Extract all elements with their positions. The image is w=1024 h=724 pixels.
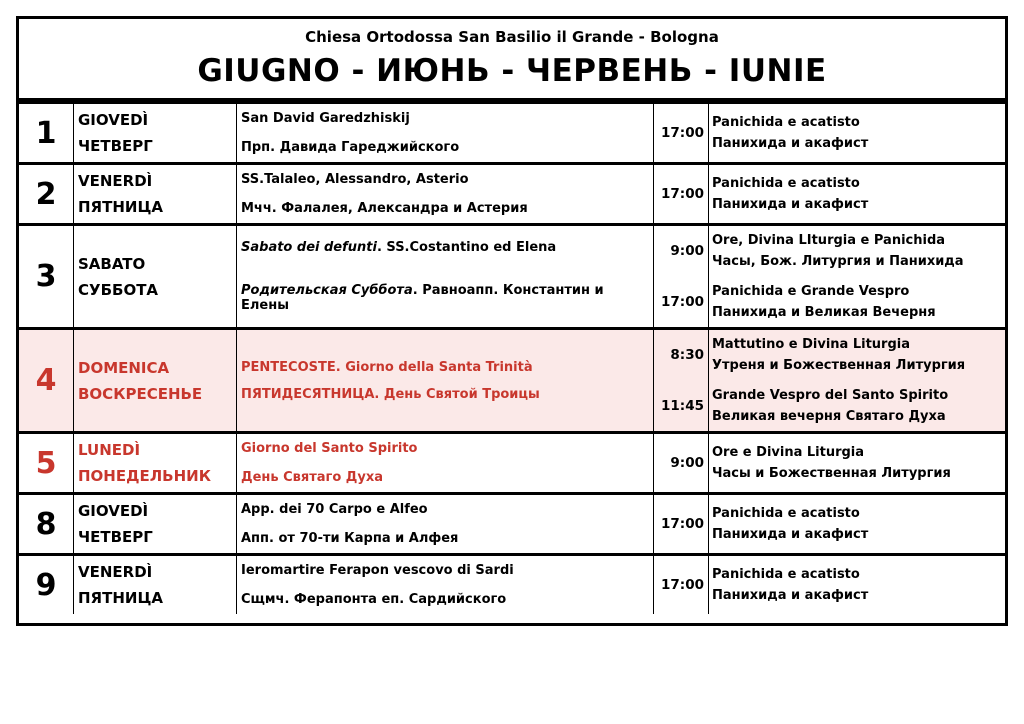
service-time: 17:00: [661, 577, 704, 593]
commemoration-it: PENTECOSTE. Giorno della Santa Trinità: [241, 359, 533, 375]
service-it: Panichida e acatisto: [712, 115, 860, 130]
commemoration-ru: Сщмч. Ферапонта еп. Сардийского: [241, 592, 507, 607]
commemoration-it: [241, 240, 653, 255]
commemoration: [236, 226, 653, 327]
commemoration-it: San David Garedzhiskij: [241, 111, 410, 126]
service-entry: [712, 564, 1005, 606]
service-entry: [712, 173, 1005, 215]
service-time: 8:30: [670, 347, 704, 364]
weekday-it: GIOVEDÌ: [78, 111, 149, 129]
schedule-row: [19, 162, 1005, 223]
weekday: [73, 165, 236, 223]
schedule-row: [19, 431, 1005, 492]
services: [708, 104, 1005, 162]
schedule-sheet: [16, 16, 1008, 626]
commemoration: [236, 104, 653, 162]
services: [708, 226, 1005, 327]
service-it: Panichida e acatisto: [712, 567, 860, 582]
weekday-it: VENERDÌ: [78, 172, 153, 190]
services: [708, 556, 1005, 614]
services: [708, 330, 1005, 431]
commemoration-ru: Апп. от 70-ти Карпа и Алфея: [241, 531, 459, 546]
weekday-ru: ВОСКРЕСЕНЬЕ: [78, 384, 203, 403]
service-times: [653, 104, 708, 162]
commemoration-ru: ПЯТИДЕСЯТНИЦА. День Святой Троицы: [241, 386, 540, 402]
service-it: Panichida e Grande Vespro: [712, 283, 910, 299]
service-ru: Часы, Бож. Литургия и Панихида: [712, 254, 964, 270]
commemoration-ru: Мчч. Фалалея, Александра и Астерия: [241, 201, 528, 216]
service-entry: [712, 281, 1005, 323]
schedule-row: [19, 223, 1005, 327]
weekday: [73, 226, 236, 327]
service-time: 17:00: [661, 186, 704, 202]
service-ru: Великая вечерня Святаго Духа: [712, 408, 946, 424]
schedule-row-feast: [19, 327, 1005, 431]
service-ru: Утреня и Божественная Литургия: [712, 358, 966, 374]
services: [708, 165, 1005, 223]
commemoration: [236, 330, 653, 431]
day-number: 3: [35, 259, 57, 294]
weekday: [73, 495, 236, 553]
service-ru: Панихида и акафист: [712, 588, 869, 603]
weekday-it: GIOVEDÌ: [78, 502, 149, 520]
day-number: 9: [35, 567, 57, 603]
day-number: 1: [35, 115, 57, 151]
commemoration: [236, 556, 653, 614]
commemoration-ru: Прп. Давида Гареджийского: [241, 140, 460, 155]
service-time: 9:00: [670, 455, 704, 471]
day-number: 8: [35, 506, 57, 542]
weekday-ru: ПЯТНИЦА: [78, 589, 163, 607]
schedule-row: [19, 101, 1005, 162]
service-it: Ore e Divina Liturgia: [712, 445, 865, 460]
weekday: [73, 434, 236, 492]
commemoration: [236, 495, 653, 553]
service-time: 17:00: [661, 125, 704, 141]
schedule-row: [19, 553, 1005, 614]
commemoration-it-rest: . SS.Costantino ed Elena: [376, 240, 557, 255]
weekday-ru: ЧЕТВЕРГ: [78, 137, 153, 155]
service-ru: Панихида и акафист: [712, 197, 869, 212]
commemoration-it: App. dei 70 Carpo e Alfeo: [241, 502, 428, 517]
service-ru: Часы и Божественная Литургия: [712, 466, 951, 481]
schedule-row: [19, 492, 1005, 553]
service-times: [653, 226, 708, 327]
services: [708, 434, 1005, 492]
weekday-ru: ПОНЕДЕЛЬНИК: [78, 467, 211, 485]
weekday-it: LUNEDÌ: [78, 441, 141, 459]
service-entry: [712, 503, 1005, 545]
service-entry: [712, 230, 1005, 272]
day-number: 2: [35, 176, 57, 212]
weekday-ru: СУББОТА: [78, 280, 159, 299]
commemoration: [236, 434, 653, 492]
weekday-ru: ПЯТНИЦА: [78, 198, 163, 216]
service-times: [653, 495, 708, 553]
day-number: 4: [35, 363, 57, 398]
service-entry: [712, 112, 1005, 154]
weekday: [73, 556, 236, 614]
commemoration-ru-italic: Родительская Суббота: [241, 283, 413, 298]
commemoration-ru: [241, 283, 653, 313]
weekday-it: VENERDÌ: [78, 563, 153, 581]
commemoration-ru: День Святаго Духа: [241, 470, 384, 485]
service-time: 11:45: [661, 397, 704, 414]
service-it: Ore, Divina LIturgia e Panichida: [712, 233, 946, 249]
service-times: [653, 434, 708, 492]
service-ru: Панихида и Великая Вечерня: [712, 304, 936, 320]
service-times: [653, 165, 708, 223]
schedule-header: [19, 19, 1005, 101]
service-time: 17:00: [661, 293, 704, 310]
commemoration-it: SS.Talaleo, Alessandro, Asterio: [241, 172, 469, 187]
commemoration-it-italic: Sabato dei defunti: [241, 240, 377, 255]
service-it: Panichida e acatisto: [712, 506, 860, 521]
commemoration: [236, 165, 653, 223]
service-times: [653, 330, 708, 431]
service-entry: [712, 442, 1005, 484]
service-entry: [712, 385, 1005, 427]
weekday-it: SABATO: [78, 254, 146, 273]
commemoration-ru-rest: . Равноапп. Константин и Елены: [241, 283, 604, 313]
service-time: 17:00: [661, 516, 704, 532]
services: [708, 495, 1005, 553]
weekday: [73, 104, 236, 162]
weekday-it: DOMENICA: [78, 358, 170, 377]
service-it: Mattutino e Divina Liturgia: [712, 337, 911, 353]
weekday-ru: ЧЕТВЕРГ: [78, 528, 153, 546]
commemoration-it: Giorno del Santo Spirito: [241, 441, 418, 456]
day-number: 5: [35, 445, 57, 481]
weekday: [73, 330, 236, 431]
service-time: 9:00: [670, 243, 704, 260]
service-ru: Панихида и акафист: [712, 527, 869, 542]
service-it: Grande Vespro del Santo Spirito: [712, 387, 949, 403]
commemoration-it: Ieromartire Ferapon vescovo di Sardi: [241, 563, 514, 578]
service-it: Panichida e acatisto: [712, 176, 860, 191]
service-times: [653, 556, 708, 614]
service-ru: Панихида и акафист: [712, 136, 869, 151]
service-entry: [712, 334, 1005, 376]
church-name: Chiesa Ortodossa San Basilio il Grande - Bologna: [305, 28, 719, 46]
month-title: GIUGNO - ИЮНЬ - ЧЕРВЕНЬ - IUNIE: [197, 53, 827, 89]
